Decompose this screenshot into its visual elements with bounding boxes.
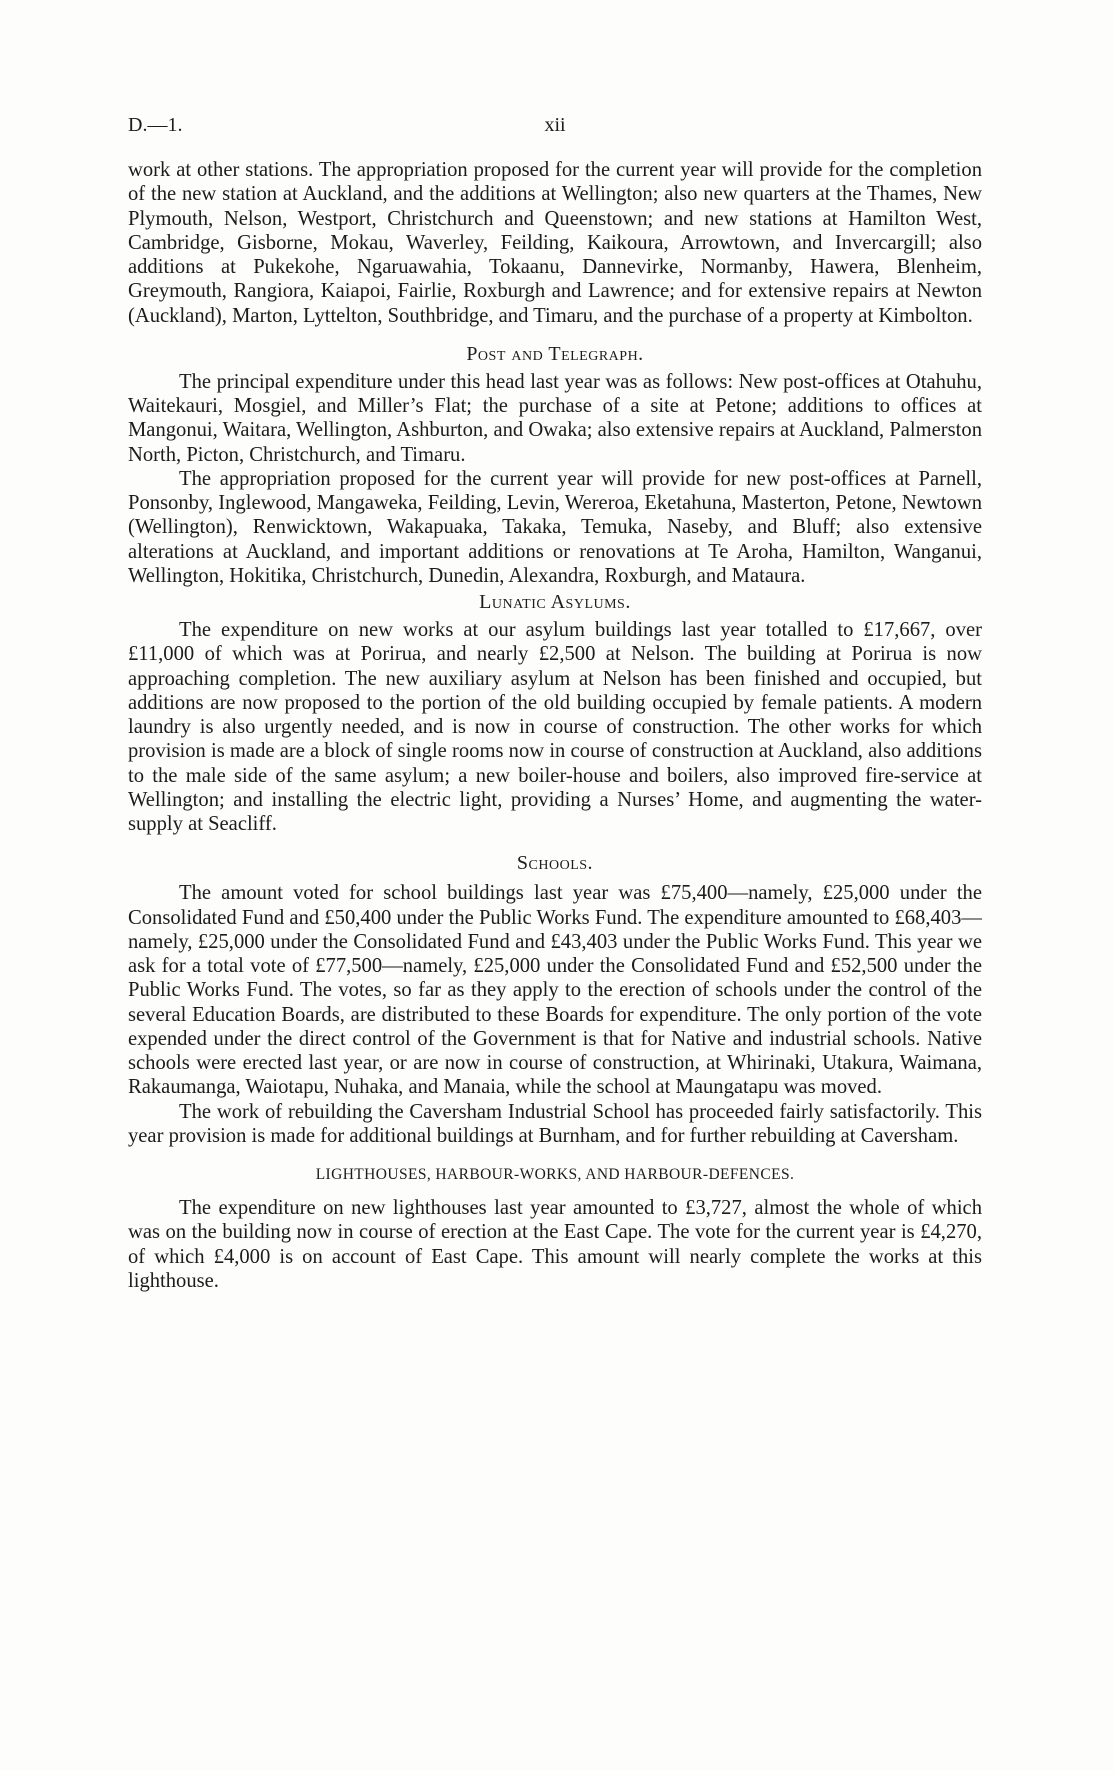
- paragraph-intro: work at other stations. The appropriation proposed for the current year will provide for the completion of the new station at Auckland, and the additions at Wellington; also new quarters at the Thames, New Plymouth, Nelson, Westport, Christchurch and Queenstown; and new stations at Hamilton West, Cambridge, Gisborne, Mokau, Waverley, Feilding, Kaikoura, Arrowtown, and Invercargill; also additions at Pukekohe, Ngaruawahia, Tokaanu, Dannevirke, Normanby, Hawera, Blenheim, Greymouth, Rangiora, Kaiapoi, Fairlie, Roxburgh and Lawrence; and for extensive repairs at Newton (Auckland), Marton, Lyttelton, Southbridge, and Timaru, and the purchase of a property at Kimbolton.: [128, 159, 982, 327]
- paragraph-post-2: The appropriation proposed for the current year will provide for new post-offices at Parnell, Ponsonby, Inglewood, Mangaweka, Feilding, Levin, Wereroa, Eketahuna, Masterton, Petone, Newtown (Wellington), Renwicktown, Wakapuaka, Takaka, Temuka, Naseby, and Bluff; also extensive alterations at Auckland, and important additions or renovations at Te Aroha, Hamilton, Wanganui, Wellington, Hokitika, Christchurch, Dunedin, Alexandra, Roxburgh, and Mataura.: [128, 467, 982, 587]
- paragraph-lunatic-1: The expenditure on new works at our asylum buildings last year totalled to £17,667, over £11,000 of which was at Porirua, and nearly £2,500 at Nelson. The building at Porirua is now approaching completion. The new auxiliary asylum at Nelson has been finished and occupied, but additions are now proposed to the portion of the old building occupied by female patients. A modern laundry is also urgently needed, and is now in course of construction. The other works for which provision is made are a block of single rooms now in course of construction at Auckland, also additions to the male side of the same asylum; a new boiler-house and boilers, also improved fire-service at Wellington; and installing the electric light, providing a Nurses’ Home, and augmenting the water-supply at Seacliff.: [128, 619, 982, 835]
- document-body: [128, 158, 982, 1293]
- running-header: [128, 114, 982, 144]
- section-heading-lunatic-asylums: Lunatic Asylums.: [479, 591, 631, 613]
- paragraph-schools-1: The amount voted for school buildings last year was £75,400—namely, £25,000 under the Consolidated Fund and £50,400 under the Public Works Fund. The expenditure amounted to £68,403—namely, £25,000 under the Consolidated Fund and £43,403 under the Public Works Fund. This year we ask for a total vote of £77,500—namely, £25,000 under the Consolidated Fund and £52,500 under the Public Works Fund. The votes, so far as they apply to the erection of schools under the control of the several Education Boards, are distributed to these Boards for expenditure. The only portion of the vote expended under the direct control of the Government is that for Native and industrial schools. Native schools were erected last year, or are now in course of construction, at Whirinaki, Utakura, Waimana, Rakaumanga, Waiotapu, Nuhaka, and Manaia, while the school at Maungatapu was moved.: [128, 882, 982, 1099]
- page-number: xii: [544, 114, 566, 136]
- paragraph-post-1: The principal expenditure under this head last year was as follows: New post-offices at Otahuhu, Waitekauri, Mosgiel, and Miller’s Flat; the purchase of a site at Petone; additions to offices at Mangonui, Waitara, Wellington, Ashburton, and Owaka; also extensive repairs at Auckland, Palmerston North, Picton, Christchurch, and Timaru.: [128, 370, 982, 466]
- paragraph-lighthouses-1: The expenditure on new lighthouses last year amounted to £3,727, almost the whole of which was on the building now in course of erection at the East Cape. The vote for the current year is £4,270, of which £4,000 is on account of East Cape. This amount will nearly complete the works at this lighthouse.: [128, 1197, 982, 1292]
- section-heading-schools: Schools.: [516, 852, 594, 875]
- section-heading-post-and-telegraph: Post and Telegraph.: [466, 342, 644, 365]
- document-reference: D.—1.: [128, 114, 183, 136]
- section-heading-lighthouses: LIGHTHOUSES, HARBOUR-WORKS, AND HARBOUR-DEFENCES.: [315, 1166, 795, 1183]
- paragraph-schools-2: The work of rebuilding the Caversham Industrial School has proceeded fairly satisfactorily. This year provision is made for additional buildings at Burnham, and for further rebuilding at Caversham.: [128, 1100, 982, 1147]
